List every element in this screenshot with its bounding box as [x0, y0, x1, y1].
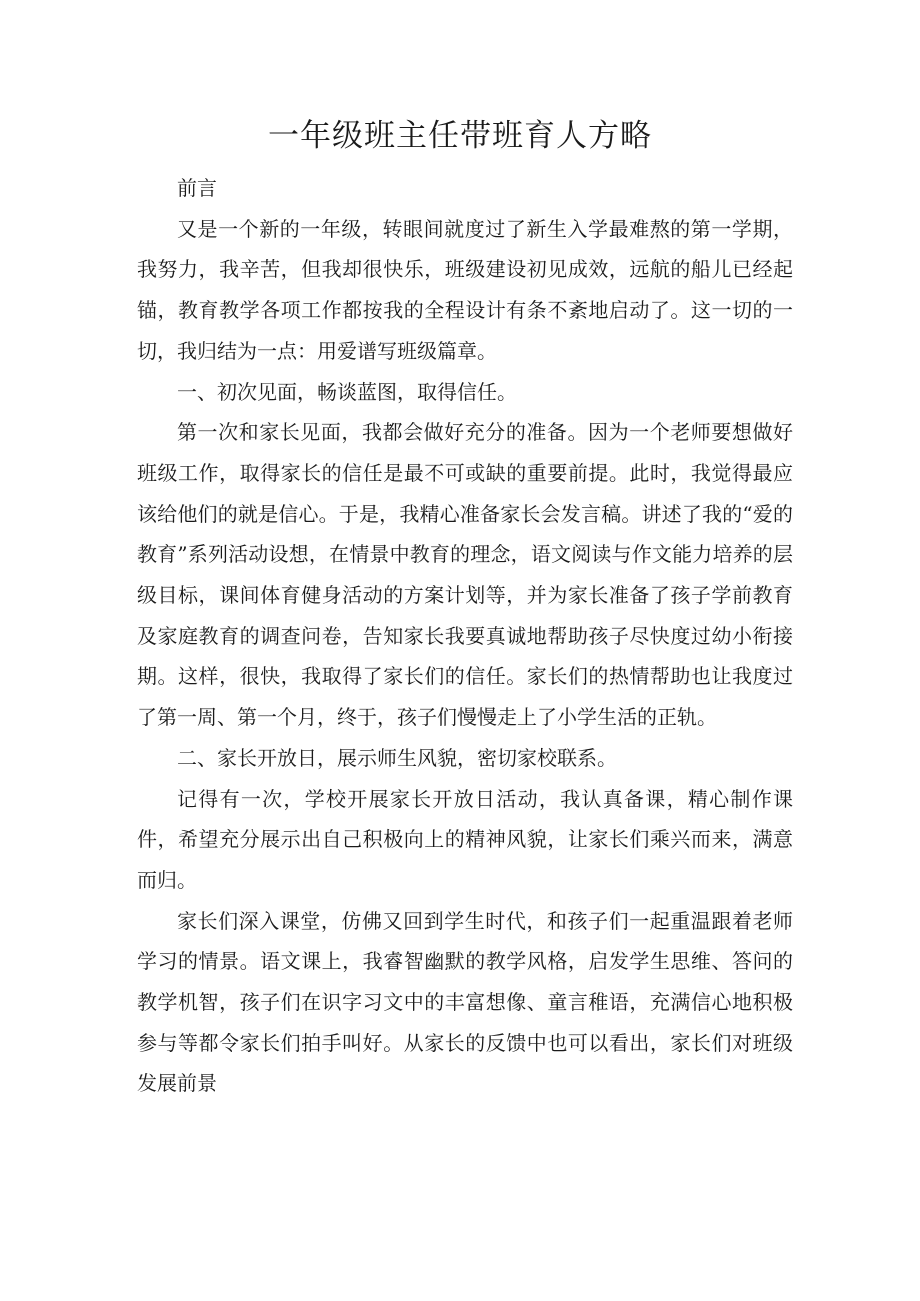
document-title: 一年级班主任带班育人方略 [268, 118, 652, 154]
paragraph-classroom: 家长们深入课堂，仿佛又回到学生时代，和孩子们一起重温跟着老师学习的情景。语文课上，我睿智幽默的教学风格，启发学生思维、答问的教学机智，孩子们在识字习文中的丰富想像、童言稚语，充满信心地积极参与等都令家长们拍手叫好。从家长的反馈中也可以看出，家长们对班级发展前景 [137, 908, 793, 1096]
paragraph-open-day: 记得有一次，学校开展家长开放日活动，我认真备课，精心制作课件，希望充分展示出自己积极向上的精神风貌，让家长们乘兴而来，满意而归。 [137, 786, 793, 892]
paragraph-preface-heading: 前言 [177, 176, 217, 200]
section-heading-2: 二、家长开放日，展示师生风貌，密切家校联系。 [177, 745, 617, 770]
section-heading-1: 一、初次见面，畅谈蓝图，取得信任。 [177, 379, 517, 404]
paragraph-preface: 又是一个新的一年级，转眼间就度过了新生入学最难熬的第一学期，我努力，我辛苦，但我却很快乐，班级建设初见成效，远航的船儿已经起锚，教育教学各项工作都按我的全程设计有条不紊地启动了。这一切的一切，我归结为一点：用爱谱写班级篇章。 [137, 216, 793, 363]
paragraph-first-meeting: 第一次和家长见面，我都会做好充分的准备。因为一个老师要想做好班级工作，取得家长的信任是最不可或缺的重要前提。此时，我觉得最应该给他们的就是信心。于是，我精心准备家长会发言稿。讲述了我的“爱的教育”系列活动设想，在情景中教育的理念，语文阅读与作文能力培养的层级目标，课间体育健身活动的方案计划等，并为家长准备了孩子学前教育及家庭教育的调查问卷，告知家长我要真诚地帮助孩子尽快度过幼小衔接期。这样，很快，我取得了家长们的信任。家长们的热情帮助也让我度过了第一周、第一个月，终于，孩子们慢慢走上了小学生活的正轨。 [137, 420, 793, 730]
document-body [137, 168, 793, 1104]
